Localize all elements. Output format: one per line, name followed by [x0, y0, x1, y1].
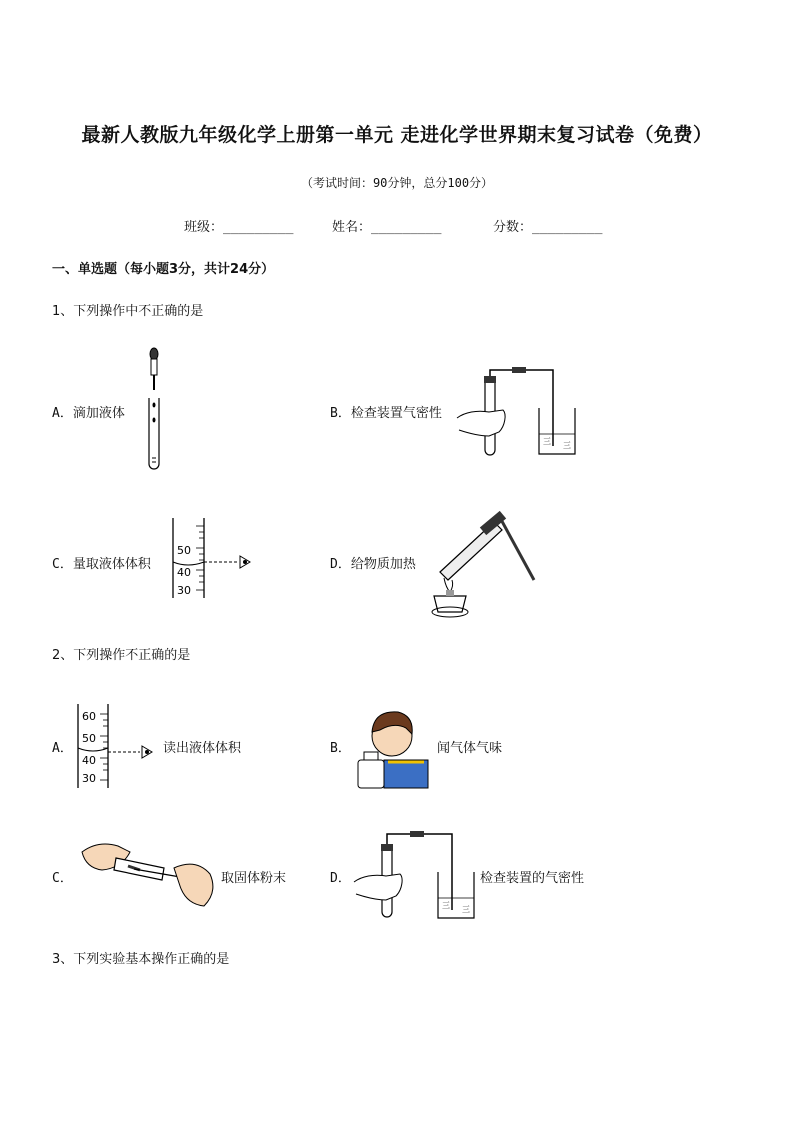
cylinder-tick-label: 40	[177, 566, 191, 579]
q2-option-b[interactable]	[330, 737, 351, 756]
class-field	[184, 216, 293, 235]
smelling-gas-illustration	[354, 702, 432, 790]
option-text: 给物质加热	[350, 557, 416, 572]
option-text: 量取液体体积	[72, 557, 151, 572]
q1-option-c[interactable]	[52, 553, 151, 572]
option-text: 滴加液体	[72, 406, 125, 421]
name-blank[interactable]: _________	[371, 220, 442, 235]
question-3-stem: 3、下列实验基本操作正确的是	[52, 952, 230, 967]
svg-text:三: 三	[543, 437, 551, 446]
q2-option-a-text: 读出液体体积	[163, 741, 242, 756]
svg-text:三: 三	[563, 441, 571, 450]
svg-text:三: 三	[442, 901, 450, 910]
name-field	[332, 216, 441, 235]
option-letter: A．	[52, 406, 73, 421]
option-letter: B．	[330, 406, 351, 421]
dropper-tube-illustration	[140, 346, 180, 476]
score-field	[493, 216, 602, 235]
option-letter: B．	[330, 741, 351, 756]
q2-option-d[interactable]	[330, 867, 351, 886]
q1-option-b[interactable]	[330, 402, 442, 421]
powder-sampling-illustration	[78, 838, 222, 912]
section-heading: 一、单选题（每小题3分，共计24分）	[52, 262, 275, 277]
q1-option-a[interactable]	[52, 402, 125, 421]
name-label: 姓名：	[332, 220, 372, 235]
cylinder-tick-label: 60	[82, 710, 96, 723]
class-blank[interactable]: _________	[223, 220, 294, 235]
question-2-stem: 2、下列操作不正确的是	[52, 648, 191, 663]
cylinder-tick-label: 50	[177, 544, 191, 557]
cylinder-reading-illustration-1	[168, 518, 258, 600]
class-label: 班级：	[184, 220, 224, 235]
exam-title: 最新人教版九年级化学上册第一单元 走进化学世界期末复习试卷（免费）	[81, 124, 713, 146]
airtightness-check-illustration	[455, 366, 585, 461]
svg-text:三: 三	[462, 905, 470, 914]
q2-option-b-text: 闻气体气味	[437, 741, 503, 756]
option-letter: C．	[52, 871, 73, 886]
cylinder-reading-illustration-2	[74, 704, 164, 790]
heating-illustration	[420, 508, 538, 618]
q2-option-c[interactable]	[52, 867, 73, 886]
cylinder-tick-label: 50	[82, 732, 96, 745]
q2-option-d-text: 检查装置的气密性	[480, 871, 585, 886]
score-label: 分数：	[493, 220, 533, 235]
cylinder-tick-label: 40	[82, 754, 96, 767]
option-letter: A．	[52, 741, 73, 756]
cylinder-tick-label: 30	[177, 584, 191, 597]
cylinder-tick-label: 30	[82, 772, 96, 785]
option-letter: C．	[52, 557, 73, 572]
option-text: 检查装置气密性	[350, 406, 442, 421]
q1-option-d[interactable]	[330, 553, 416, 572]
q2-option-a[interactable]	[52, 737, 73, 756]
score-blank[interactable]: _________	[532, 220, 603, 235]
option-letter: D．	[330, 557, 351, 572]
airtightness-check-illustration-2	[352, 830, 482, 922]
exam-subtitle: （考试时间：90分钟，总分100分）	[300, 176, 494, 190]
q2-option-c-text: 取固体粉末	[221, 871, 287, 886]
question-1-stem: 1、下列操作中不正确的是	[52, 304, 204, 319]
option-letter: D．	[330, 871, 351, 886]
